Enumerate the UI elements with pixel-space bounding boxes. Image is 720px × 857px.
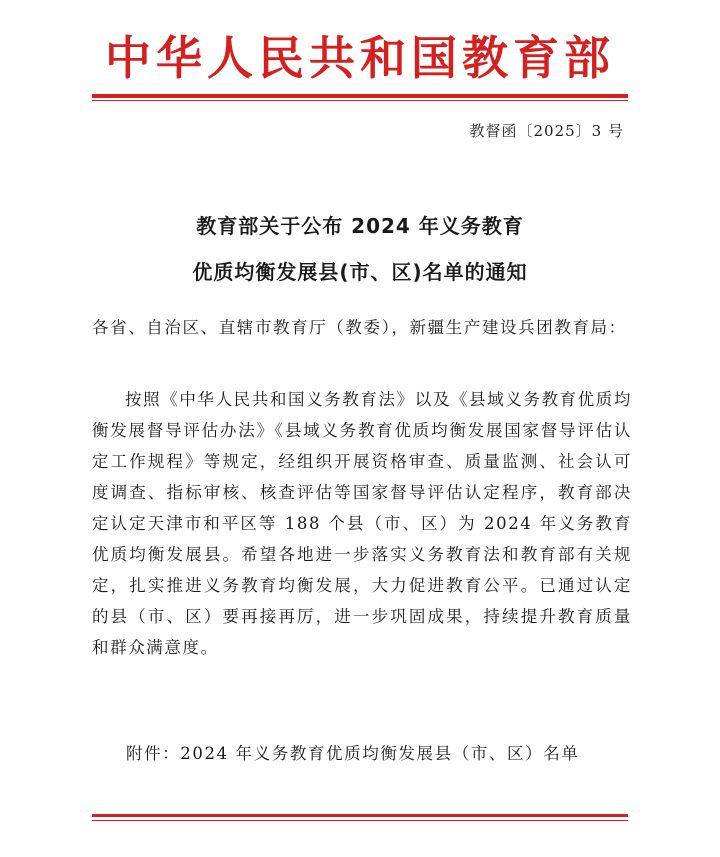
masthead-rule-thick xyxy=(92,94,628,98)
notice-title-line-2: 优质均衡发展县(市、区)名单的通知 xyxy=(192,260,528,284)
footer-rule-thin xyxy=(92,820,628,821)
masthead-title: 中华人民共和国教育部 xyxy=(105,31,615,85)
masthead-rule-thin xyxy=(92,100,628,101)
body-paragraph: 按照《中华人民共和国义务教育法》以及《县域义务教育优质均衡发展督导评估办法》《县域义务教育优质均衡发展国家督导评估认定工作规程》等规定，经组织开展资格审查、质量监测、社会认可度调查、指标审核、核查评估等国家督导评估认定程序，教育部决定认定天津市和平区等 188 个县（市、区）为 2024 年义务教育优质均衡发展县。希望各地进一步落实义务教育法和教育部有关规定，扎实推进义务教育均衡发展，大力促进教育公平。已通过认定的县（市、区）要再接再厉，进一步巩固成果，持续提升教育质量和群众满意度。 xyxy=(92,390,632,657)
document-number: 教督函〔2025〕3 号 xyxy=(469,122,624,140)
salutation: 各省、自治区、直辖市教育厅（教委），新疆生产建设兵团教育局： xyxy=(92,318,627,337)
notice-title-line-1: 教育部关于公布 2024 年义务教育 xyxy=(196,214,524,238)
attachment-line: 附件：2024 年义务教育优质均衡发展县（市、区）名单 xyxy=(126,744,580,763)
footer-rule-thick xyxy=(92,814,628,817)
